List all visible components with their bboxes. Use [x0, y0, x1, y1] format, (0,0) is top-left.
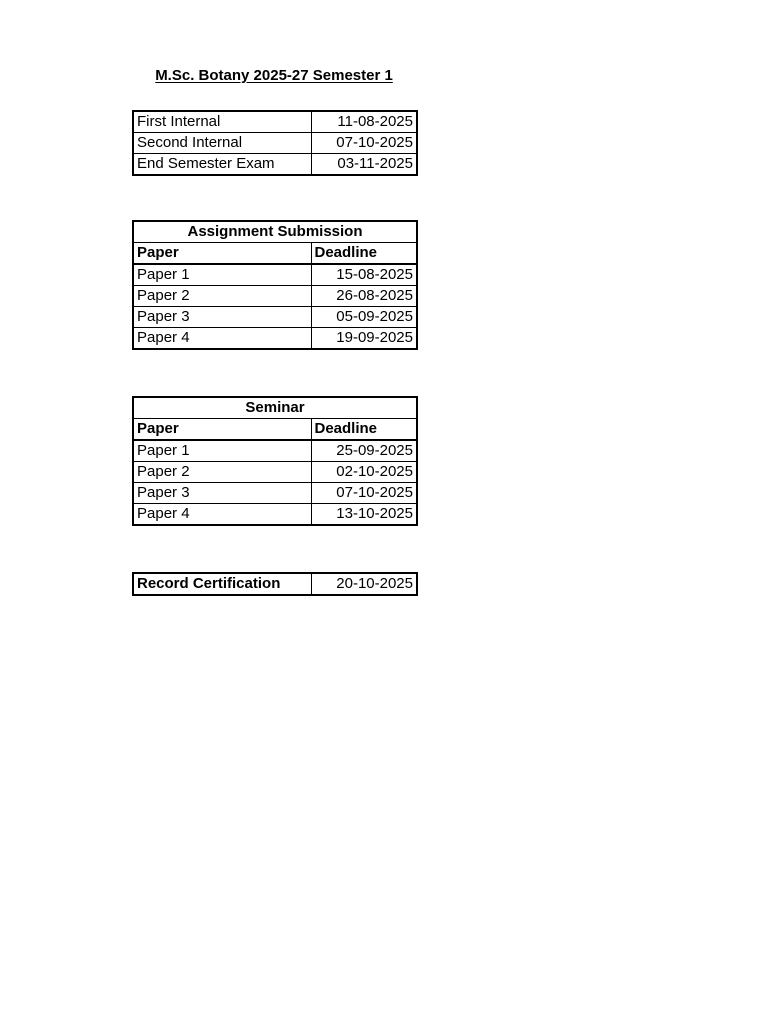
table-header-row [133, 243, 417, 265]
paper-cell: Paper 3 [133, 307, 311, 328]
deadline-column-header: Deadline [311, 419, 417, 441]
deadline-cell: 25-09-2025 [311, 440, 417, 462]
paper-cell: Paper 4 [133, 328, 311, 350]
assignment-heading: Assignment Submission [133, 221, 417, 243]
paper-cell: Paper 1 [133, 264, 311, 286]
paper-cell: Paper 4 [133, 504, 311, 526]
exam-name-cell: Second Internal [133, 133, 311, 154]
table-row [133, 154, 417, 176]
paper-column-header: Paper [133, 243, 311, 265]
deadline-cell: 15-08-2025 [311, 264, 417, 286]
paper-cell: Paper 1 [133, 440, 311, 462]
assignment-submission-table [132, 220, 418, 350]
table-row [133, 440, 417, 462]
table-row [133, 483, 417, 504]
deadline-cell: 19-09-2025 [311, 328, 417, 350]
deadline-cell: 05-09-2025 [311, 307, 417, 328]
seminar-table [132, 396, 418, 526]
deadline-column-header: Deadline [311, 243, 417, 265]
table-title-row [133, 221, 417, 243]
table-row [133, 504, 417, 526]
table-row [133, 573, 417, 595]
paper-column-header: Paper [133, 419, 311, 441]
seminar-heading: Seminar [133, 397, 417, 419]
paper-cell: Paper 2 [133, 286, 311, 307]
exam-date-cell: 11-08-2025 [311, 111, 417, 133]
record-certification-label: Record Certification [133, 573, 311, 595]
table-row [133, 133, 417, 154]
exam-name-cell: End Semester Exam [133, 154, 311, 176]
exam-date-cell: 03-11-2025 [311, 154, 417, 176]
table-row [133, 462, 417, 483]
table-header-row [133, 419, 417, 441]
table-row [133, 264, 417, 286]
page-title-text: M.Sc. Botany 2025-27 Semester 1 [155, 67, 393, 84]
table-row [133, 111, 417, 133]
exam-name-cell: First Internal [133, 111, 311, 133]
table-row [133, 328, 417, 350]
deadline-cell: 13-10-2025 [311, 504, 417, 526]
record-certification-table [132, 572, 418, 596]
deadline-cell: 07-10-2025 [311, 483, 417, 504]
page-title [132, 66, 416, 86]
paper-cell: Paper 2 [133, 462, 311, 483]
paper-cell: Paper 3 [133, 483, 311, 504]
exam-schedule-table [132, 110, 418, 176]
deadline-cell: 02-10-2025 [311, 462, 417, 483]
table-row [133, 307, 417, 328]
deadline-cell: 26-08-2025 [311, 286, 417, 307]
table-row [133, 286, 417, 307]
table-title-row [133, 397, 417, 419]
record-certification-date: 20-10-2025 [311, 573, 417, 595]
exam-date-cell: 07-10-2025 [311, 133, 417, 154]
